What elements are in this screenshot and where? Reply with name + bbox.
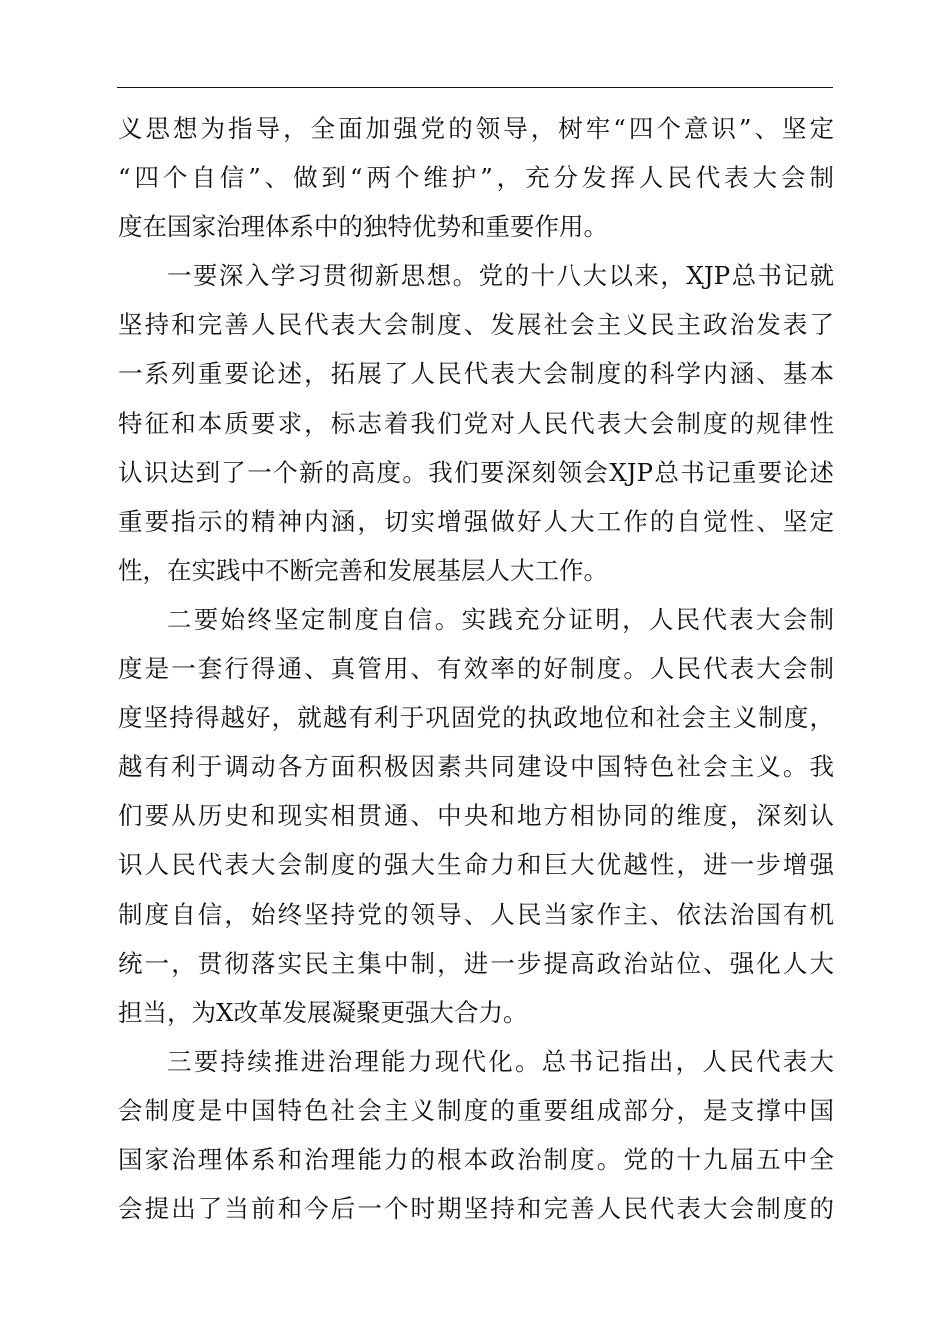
text-line: 度坚持得越好，就越有利于巩固党的执政地位和社会主义制度，: [118, 703, 834, 733]
text-line: 统一，贯彻落实民主集中制，进一步提高政治站位、强化人大: [118, 948, 834, 978]
text-line: 识人民代表大会制度的强大生命力和巨大优越性，进一步增强: [118, 850, 834, 880]
text-line: 度在国家治理体系中的独特优势和重要作用。: [118, 212, 608, 242]
text-line: 制度自信，始终坚持党的领导、人民当家作主、依法治国有机: [118, 899, 834, 929]
text-line: 坚持和完善人民代表大会制度、发展社会主义民主政治发表了: [118, 310, 834, 340]
text-line: 三要持续推进治理能力现代化。总书记指出，人民代表大: [167, 1046, 834, 1076]
text-line: 二要始终坚定制度自信。实践充分证明，人民代表大会制: [167, 604, 834, 634]
text-line: 担当，为X改革发展凝聚更强大合力。: [118, 997, 528, 1027]
text-line: 度是一套行得通、真管用、有效率的好制度。人民代表大会制: [118, 654, 834, 684]
text-line: 义思想为指导，全面加强党的领导，树牢“四个意识”、坚定: [118, 114, 834, 143]
text-line: 们要从历史和现实相贯通、中央和地方相协同的维度，深刻认: [118, 801, 834, 831]
text-line: 重要指示的精神内涵，切实增强做好人大工作的自觉性、坚定: [118, 506, 834, 536]
text-line: 一要深入学习贯彻新思想。党的十八大以来，XJP总书记就: [167, 261, 834, 291]
text-line: 认识达到了一个新的高度。我们要深刻领会XJP总书记重要论述: [118, 457, 834, 487]
text-line: 特征和本质要求，标志着我们党对人民代表大会制度的规律性: [118, 408, 834, 438]
text-line: 国家治理体系和治理能力的根本政治制度。党的十九届五中全: [118, 1144, 834, 1174]
text-line: 会制度是中国特色社会主义制度的重要组成部分，是支撑中国: [118, 1095, 834, 1125]
text-line: “四个自信”、做到“两个维护”，充分发挥人民代表大会制: [118, 163, 834, 193]
body-text: [118, 104, 834, 1233]
text-line: 性，在实践中不断完善和发展基层人大工作。: [118, 555, 608, 585]
text-line: 一系列重要论述，拓展了人民代表大会制度的科学内涵、基本: [118, 359, 834, 389]
text-line: 会提出了当前和今后一个时期坚持和完善人民代表大会制度的: [118, 1194, 834, 1224]
header-rule: [117, 87, 833, 88]
text-line: 越有利于调动各方面积极因素共同建设中国特色社会主义。我: [118, 752, 834, 782]
